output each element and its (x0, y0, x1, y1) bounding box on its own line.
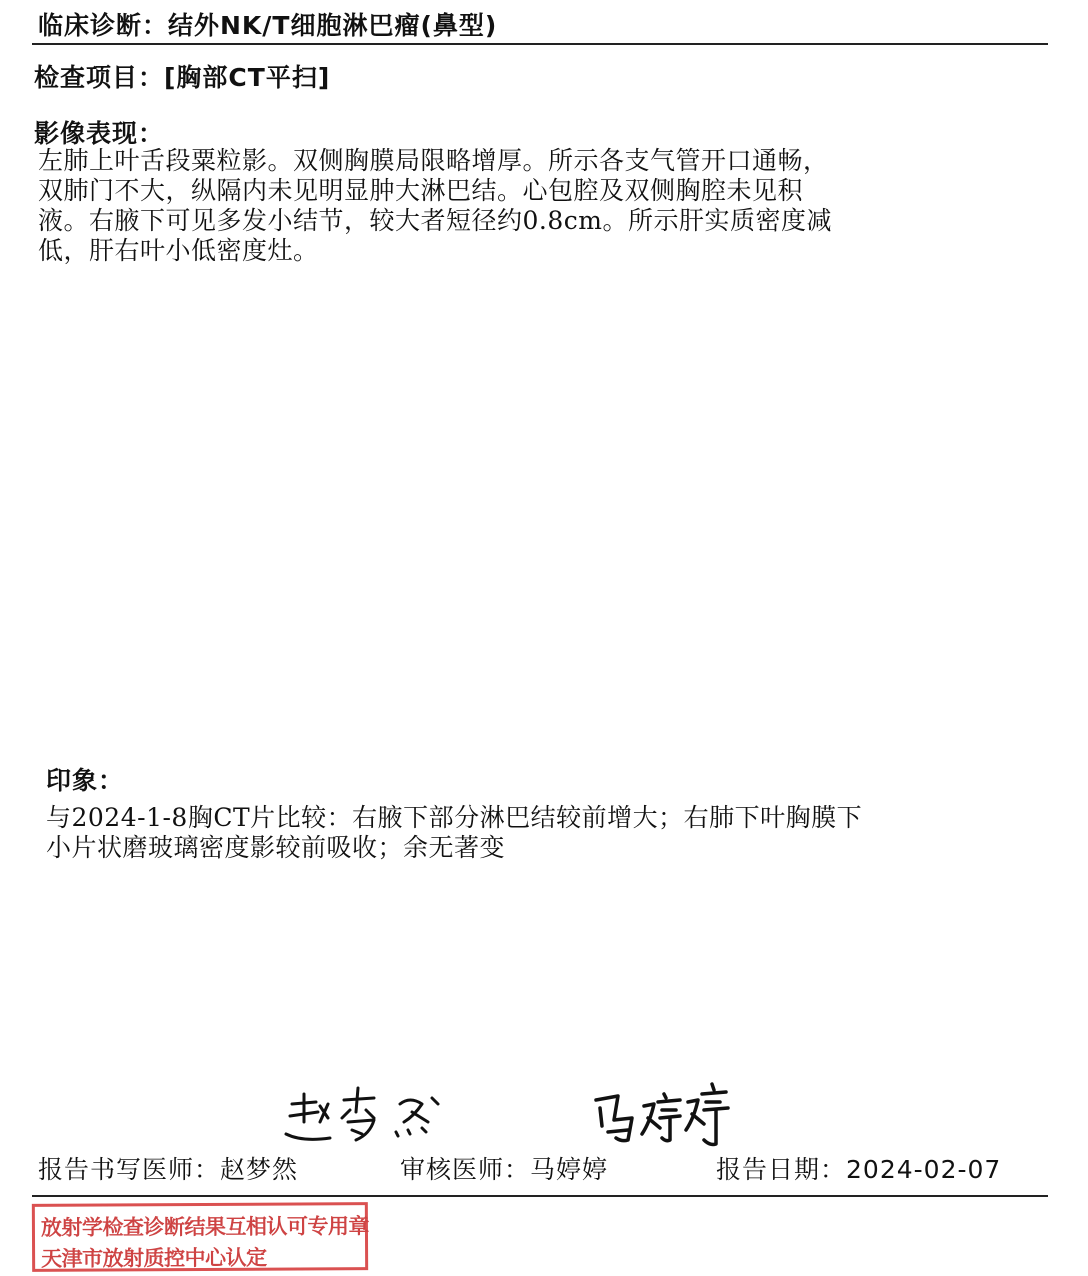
footer-divider (32, 1195, 1048, 1197)
exam-item: 检查项目：[胸部CT平扫] (34, 63, 331, 92)
date-value: 2024-02-07 (846, 1155, 1002, 1184)
reviewer-signature (588, 1078, 738, 1156)
stamp-line-1: 放射学检查诊断结果互相认可专用章 (40, 1213, 370, 1240)
header-divider (32, 43, 1048, 45)
report-writer (38, 1150, 298, 1186)
reviewer-label: 审核医师： (400, 1155, 531, 1184)
findings-text: 左肺上叶舌段粟粒影。双侧胸膜局限略增厚。所示各支气管开口通畅， 双肺门不大，纵隔内未见明显肿大淋巴结。心包腔及双侧胸腔未见积 液。右腋下可见多发小结节，较大者短径约0.8cm。所示肝实质密度减 低，肝右叶小低密度灶。 (38, 146, 832, 265)
impression-title: 印象： (46, 766, 125, 795)
report-date (716, 1150, 1001, 1186)
writer-signature (282, 1082, 452, 1152)
stamp-line-2: 天津市放射质控中心认定 (41, 1244, 267, 1271)
impression-text: 与2024-1-8胸CT片比较：右腋下部分淋巴结较前增大；右肺下叶胸膜下 小片状磨玻璃密度影较前吸收；余无著变 (46, 803, 863, 862)
findings-title: 影像表现： (34, 119, 165, 148)
writer-label: 报告书写医师： (38, 1155, 221, 1184)
writer-name: 赵梦然 (220, 1155, 299, 1184)
report-reviewer (400, 1150, 608, 1186)
clinical-diagnosis: 临床诊断：结外NK/T细胞淋巴瘤(鼻型) (38, 11, 498, 40)
date-label: 报告日期： (716, 1155, 847, 1184)
certification-stamp (32, 1202, 368, 1272)
reviewer-name: 马婷婷 (530, 1155, 609, 1184)
